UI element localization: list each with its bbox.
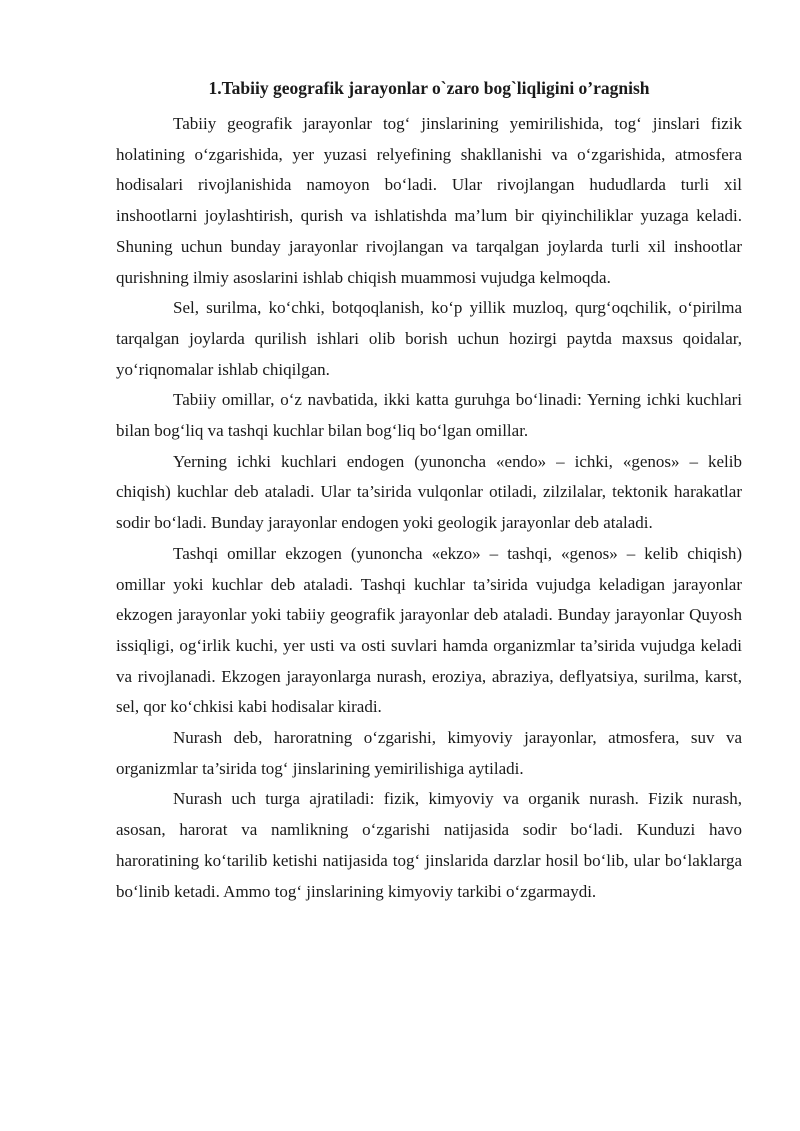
document-body (116, 74, 742, 907)
paragraph-5: Tashqi omillar ekzogen (yunoncha «ekzo» – tashqi, «genos» – kelib chiqish) omillar yoki kuchlar deb ataladi. Tashqi kuchlar ta’sirida vujudga keladigan jarayonlar ekzogen jarayonlar yoki tabiiy geografik jarayonlar deb ataladi. Bunday jarayonlar Quyosh issiqligi, og‘irlik kuchi, yer usti va osti suvlari hamda organizmlar ta’sirida vujudga keladi va rivojlanadi. Ekzogen jarayonlarga nurash, eroziya, abraziya, deflyatsiya, surilma, karst, sel, qor ko‘chkisi kabi hodisalar kiradi. (116, 543, 742, 717)
paragraph-4: Yerning ichki kuchlari endogen (yunoncha «endo» – ichki, «genos» – kelib chiqish) kuchlar deb ataladi. Ular ta’sirida vulqonlar otiladi, zilzilalar, tektonik harakatlar sodir bo‘ladi. Bunday jarayonlar endogen yoki geologik jarayonlar deb ataladi. (116, 451, 742, 533)
paragraph-7: Nurash uch turga ajratiladi: fizik, kimyoviy va organik nurash. Fizik nurash, asosan, harorat va namlikning o‘zgarishi natijasida sodir bo‘ladi. Kunduzi havo haroratining ko‘tarilib ketishi natijasida tog‘ jinslarida darzlar hosil bo‘lib, ular bo‘laklarga bo‘linib ketadi. Ammo tog‘ jinslarining kimyoviy tarkibi o‘zgarmaydi. (116, 789, 742, 901)
document-title: 1.Tabiiy geografik jarayonlar o`zaro bog`liqligini o’ragnish (208, 78, 650, 98)
paragraph-2: Sel, surilma, ko‘chki, botqoqlanish, ko‘p yillik muzloq, qurg‘oqchilik, o‘pirilma tarqalgan joylarda qurilish ishlari olib borish uchun hozirgi paytda maxsus qoidalar, yo‘riqnomalar ishlab chiqilgan. (116, 298, 742, 379)
paragraph-1: Tabiiy geografik jarayonlar tog‘ jinslarining yemirilishida, tog‘ jinslari fizik holatining o‘zgarishida, yer yuzasi relyefining shakllanishi va o‘zgarishida, atmosfera hodisalari rivojlanishida namoyon bo‘ladi. Ular rivojlangan hududlarda turli xil inshootlarni joylashtirish, qurish va ishlatishda ma’lum bir qiyinchiliklar yuzaga keladi. Shuning uchun bunday jarayonlar rivojlangan va tarqalgan joylarda turli xil inshootlar qurishning ilmiy asoslarini ishlab chiqish muammosi vujudga kelmoqda. (116, 114, 742, 287)
paragraph-6: Nurash deb, haroratning o‘zgarishi, kimyoviy jarayonlar, atmosfera, suv va organizmlar ta’sirida tog‘ jinslarining yemirilishiga aytiladi. (116, 728, 742, 778)
paragraph-3: Tabiiy omillar, o‘z navbatida, ikki katta guruhga bo‘linadi: Yerning ichki kuchlari bilan bog‘liq va tashqi kuchlar bilan bog‘liq bo‘lgan omillar. (116, 390, 742, 441)
